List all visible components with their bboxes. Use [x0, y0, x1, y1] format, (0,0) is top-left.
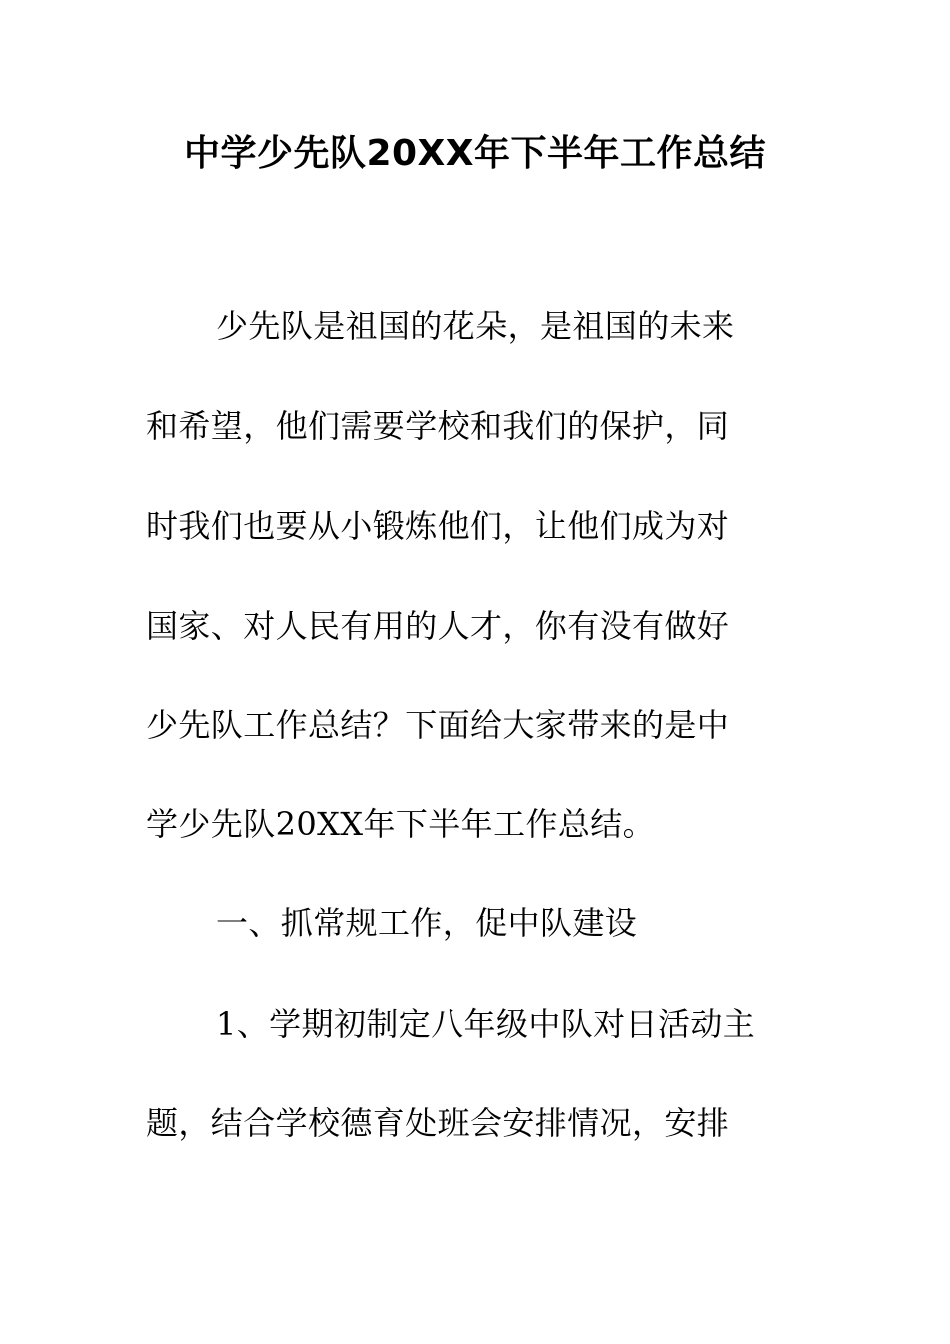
paragraph-line: 少先队是祖国的花朵，是祖国的未来: [216, 307, 735, 345]
section-heading: 一、抓常规工作，促中队建设: [216, 904, 638, 942]
paragraph-line: 少先队工作总结？下面给大家带来的是中: [146, 706, 730, 744]
paragraph-line: 1、学期初制定八年级中队对日活动主: [216, 1005, 756, 1043]
paragraph-line: 题，结合学校德育处班会安排情况，安排: [146, 1104, 730, 1142]
paragraph-line: 和希望，他们需要学校和我们的保护，同: [146, 407, 730, 445]
document-title: 中学少先队20XX年下半年工作总结: [183, 133, 767, 174]
paragraph-line: 时我们也要从小锻炼他们，让他们成为对: [146, 507, 730, 545]
paragraph-line: 国家、对人民有用的人才，你有没有做好: [146, 607, 730, 645]
paragraph-line: 学少先队20XX年下半年工作总结。: [146, 805, 656, 843]
